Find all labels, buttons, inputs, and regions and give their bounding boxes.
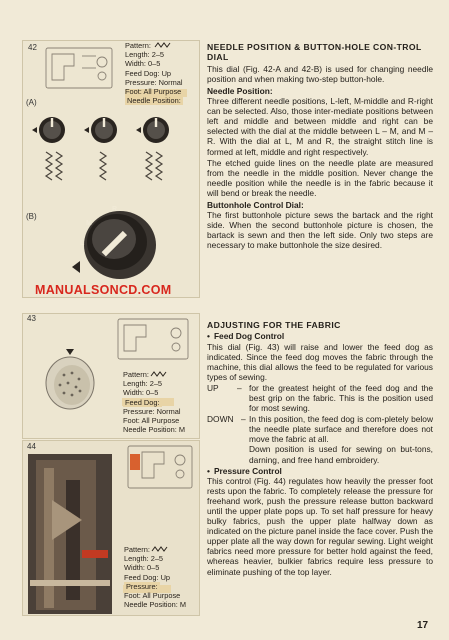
setting-foot: Foot: All Purpose <box>123 416 180 426</box>
setting-feed-dog: Feed Dog: Up <box>124 572 171 582</box>
needle-position-paragraph-1: Three different needle positions, L-left, M-middle and R-right can be selected. Also, those inter-mediate positions between left and middle and between middle and right can be selected with the dial at the middle between L – M, and M – R. With the dial at L, M and R, the straight stitch line is formed at left, middle and right respectively. <box>207 96 433 157</box>
setting-length: Length: 2–5 <box>123 379 163 389</box>
dial-letter-l: L <box>80 240 85 247</box>
section-intro: This dial (Fig. 42-A and 42-B) is used for changing needle position and when making two-step button-hole. <box>207 63 433 84</box>
setting-length: Length: 2–5 <box>125 50 165 60</box>
setting-pressure: Pressure: <box>126 581 158 591</box>
figure-42-settings <box>125 41 183 105</box>
large-needle-dial <box>72 211 156 279</box>
section-title-needle-position: NEEDLE POSITION & BUTTON-HOLE CON-TROL DIAL <box>207 42 422 63</box>
setting-pressure: Pressure: Normal <box>123 406 181 416</box>
down-term: DOWN <box>207 414 234 425</box>
needle-position-section <box>207 42 433 251</box>
setting-pressure: Pressure: Normal <box>125 77 183 87</box>
figure-42-number: 42 <box>28 43 37 52</box>
figure-44-settings <box>124 545 186 609</box>
setting-width: Width: 0–5 <box>125 59 161 69</box>
small-dial-left <box>32 117 65 143</box>
setting-width: Width: 0–5 <box>124 563 160 573</box>
figure-44-number: 44 <box>27 442 36 451</box>
watermark: MANUALSONCD.COM <box>35 283 172 297</box>
up-description: for the greatest height of the feed dog and the best grip on the fabric. This is the position used for most sewing. <box>249 382 433 414</box>
pressure-heading: • Pressure Control <box>207 466 433 476</box>
zigzag-pattern-icon <box>150 370 168 378</box>
setting-pattern: Pattern: <box>124 545 150 554</box>
feed-dog-paragraph: This dial (Fig. 43) will raise and lower the feed dog as indicated. Since the feed dog moves the fabric through the machine, this dial allows the feed to be regulated for various types of sewing. <box>207 341 433 382</box>
figure-43-settings <box>123 370 185 434</box>
setting-pattern: Pattern: <box>125 41 151 50</box>
setting-length: Length: 2–5 <box>124 554 164 564</box>
setting-pattern: Pattern: <box>123 370 149 379</box>
down-definition: DOWN – In this position, the feed dog is com-pletely below the needle plate surface and therefore does not move the fabric at all. <box>207 414 433 445</box>
needle-position-paragraph-2: The etched guide lines on the needle plate are measured from the needle in the middle position. Never change the needle position while the needle is in the fabric because it will bend or break the needle. <box>207 157 433 198</box>
pattern-panel-sketch <box>46 48 112 88</box>
setting-width: Width: 0–5 <box>123 388 159 398</box>
buttonhole-paragraph: The first buttonhole picture sews the bartack and the right side. When the second buttonhole picture is chosen, the bartack is sewn and then the left side. Only two steps are necessary to make buttonhole the size desired. <box>207 210 433 251</box>
setting-foot: Foot: All Purpose <box>124 591 181 601</box>
pattern-panel-sketch-43 <box>118 319 188 359</box>
pressure-paragraph: This control (Fig. 44) regulates how heavily the presser foot rests upon the fabric. To completely release the pressure for freehand work, push the pressure release button backward until the upper plate pops up. To set half pressure for heavy bulky fabrics, push the upper plate halfway down as indicated on the picture panel inside the face cover. Push the upper plate all the way down for regular sewing. Light weight fabrics need more pressure for better hold against the feed, whereas heavier, bulkier fabrics require less pressure to eliminate pushing of the top layer. <box>207 475 433 577</box>
zigzag-pattern-icon <box>151 545 169 553</box>
setting-foot: Foot: All Purpose <box>125 87 182 97</box>
feed-dog-heading: • Feed Dog Control <box>207 331 433 341</box>
section-title-adjusting-fabric: ADJUSTING FOR THE FABRIC <box>207 320 341 330</box>
figure-42-label-a: (A) <box>26 98 37 107</box>
stitch-patterns <box>46 152 162 180</box>
feed-dog-dial <box>46 349 94 409</box>
buttonhole-heading: Buttonhole Control Dial: <box>207 200 304 211</box>
up-definition: UP – for the greatest height of the feed dog and the best grip on the fabric. This is the position used for most sewing. <box>207 382 433 414</box>
dial-letter-r: R <box>112 206 118 213</box>
dial-letter-m: M <box>86 220 92 227</box>
zigzag-pattern-icon <box>154 41 172 49</box>
setting-feed-dog: Feed Dog: <box>125 397 160 407</box>
adjusting-fabric-section <box>207 320 433 577</box>
figure-43-number: 43 <box>27 314 36 323</box>
small-dial-middle <box>84 117 117 143</box>
down-description: In this position, the feed dog is com-pletely below the needle plate surface and therefore does not move the fabric at all. <box>249 414 433 445</box>
down-extra-note: Down position is used for sewing on but-tons, darning, and free hand embroidery. <box>249 444 433 465</box>
setting-needle-position: Needle Position: M <box>123 425 186 435</box>
figure-42-label-b: (B) <box>26 212 37 221</box>
up-term: UP <box>207 382 219 393</box>
setting-feed-dog: Feed Dog: Up <box>125 68 172 78</box>
small-dial-right <box>136 117 169 143</box>
page-number: 17 <box>417 620 429 631</box>
needle-position-heading: Needle Position: <box>207 86 273 96</box>
setting-needle-position: Needle Position: <box>127 96 181 106</box>
setting-needle-position: Needle Position: M <box>124 600 187 610</box>
